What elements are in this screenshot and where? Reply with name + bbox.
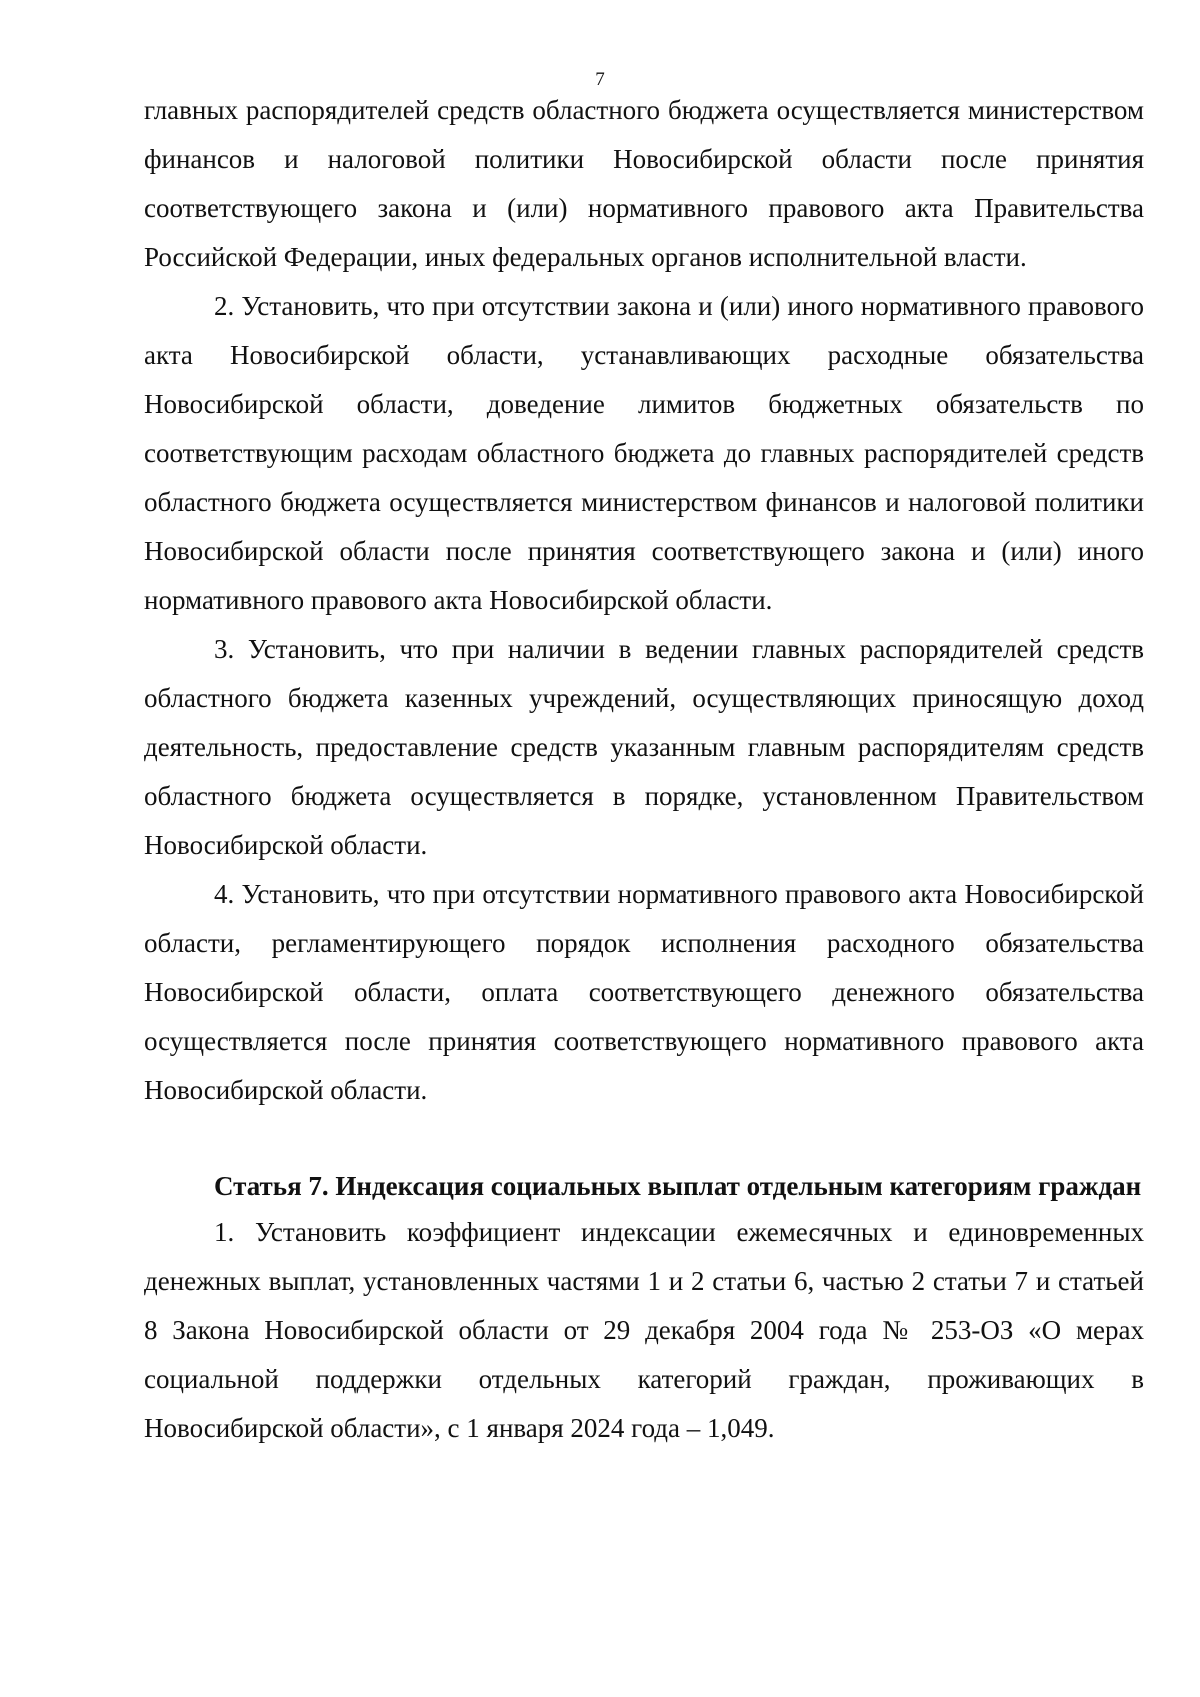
paragraph-item-3: 3. Установить, что при наличии в ведении главных распорядителей средств областного бюджета казенных учреждений, осуществляющих приносящую доход деятельность, предоставление средств указанным главным распорядителям средств областного бюджета осуществляется в порядке, установленном Правительством Новосибирской области. (144, 634, 1144, 860)
paragraph-item-4: 4. Установить, что при отсутствии нормативного правового акта Новосибирской области, регламентирующего порядок исполнения расходного обязательства Новосибирской области, оплата соответствующего денежного обязательства осуществляется после принятия соответствующего нормативного правового акта Новосибирской области. (144, 879, 1144, 1105)
paragraph-continuation: главных распорядителей средств областного бюджета осуществляется министерством финансов и налоговой политики Новосибирской области после принятия соответствующего закона и (или) нормативного правового акта Правительства Российской Федерации, иных федеральных органов исполнительной власти. (144, 95, 1144, 272)
paragraph-item-2: 2. Установить, что при отсутствии закона и (или) иного нормативного правового акта Новосибирской области, устанавливающих расходные обязательства Новосибирской области, доведение лимитов бюджетных обязательств по соответствующим расходам областного бюджета до главных распорядителей средств областного бюджета осуществляется министерством финансов и налоговой политики Новосибирской области после принятия соответствующего закона и (или) иного нормативного правового акта Новосибирской области. (144, 291, 1144, 615)
document-body (144, 86, 1144, 1453)
article-heading: Статья 7. Индексация социальных выплат отдельным категориям граждан (214, 1171, 1142, 1201)
article-paragraph-1: 1. Установить коэффициент индексации ежемесячных и единовременных денежных выплат, установленных частями 1 и 2 статьи 6, частью 2 статьи 7 и статьей 8 Закона Новосибирской области от 29 декабря 2004 года № 253-ОЗ «О мерах социальной поддержки отдельных категорий граждан, проживающих в Новосибирской области», с 1 января 2024 года – 1,049. (144, 1217, 1144, 1443)
page-number: 7 (595, 69, 605, 90)
